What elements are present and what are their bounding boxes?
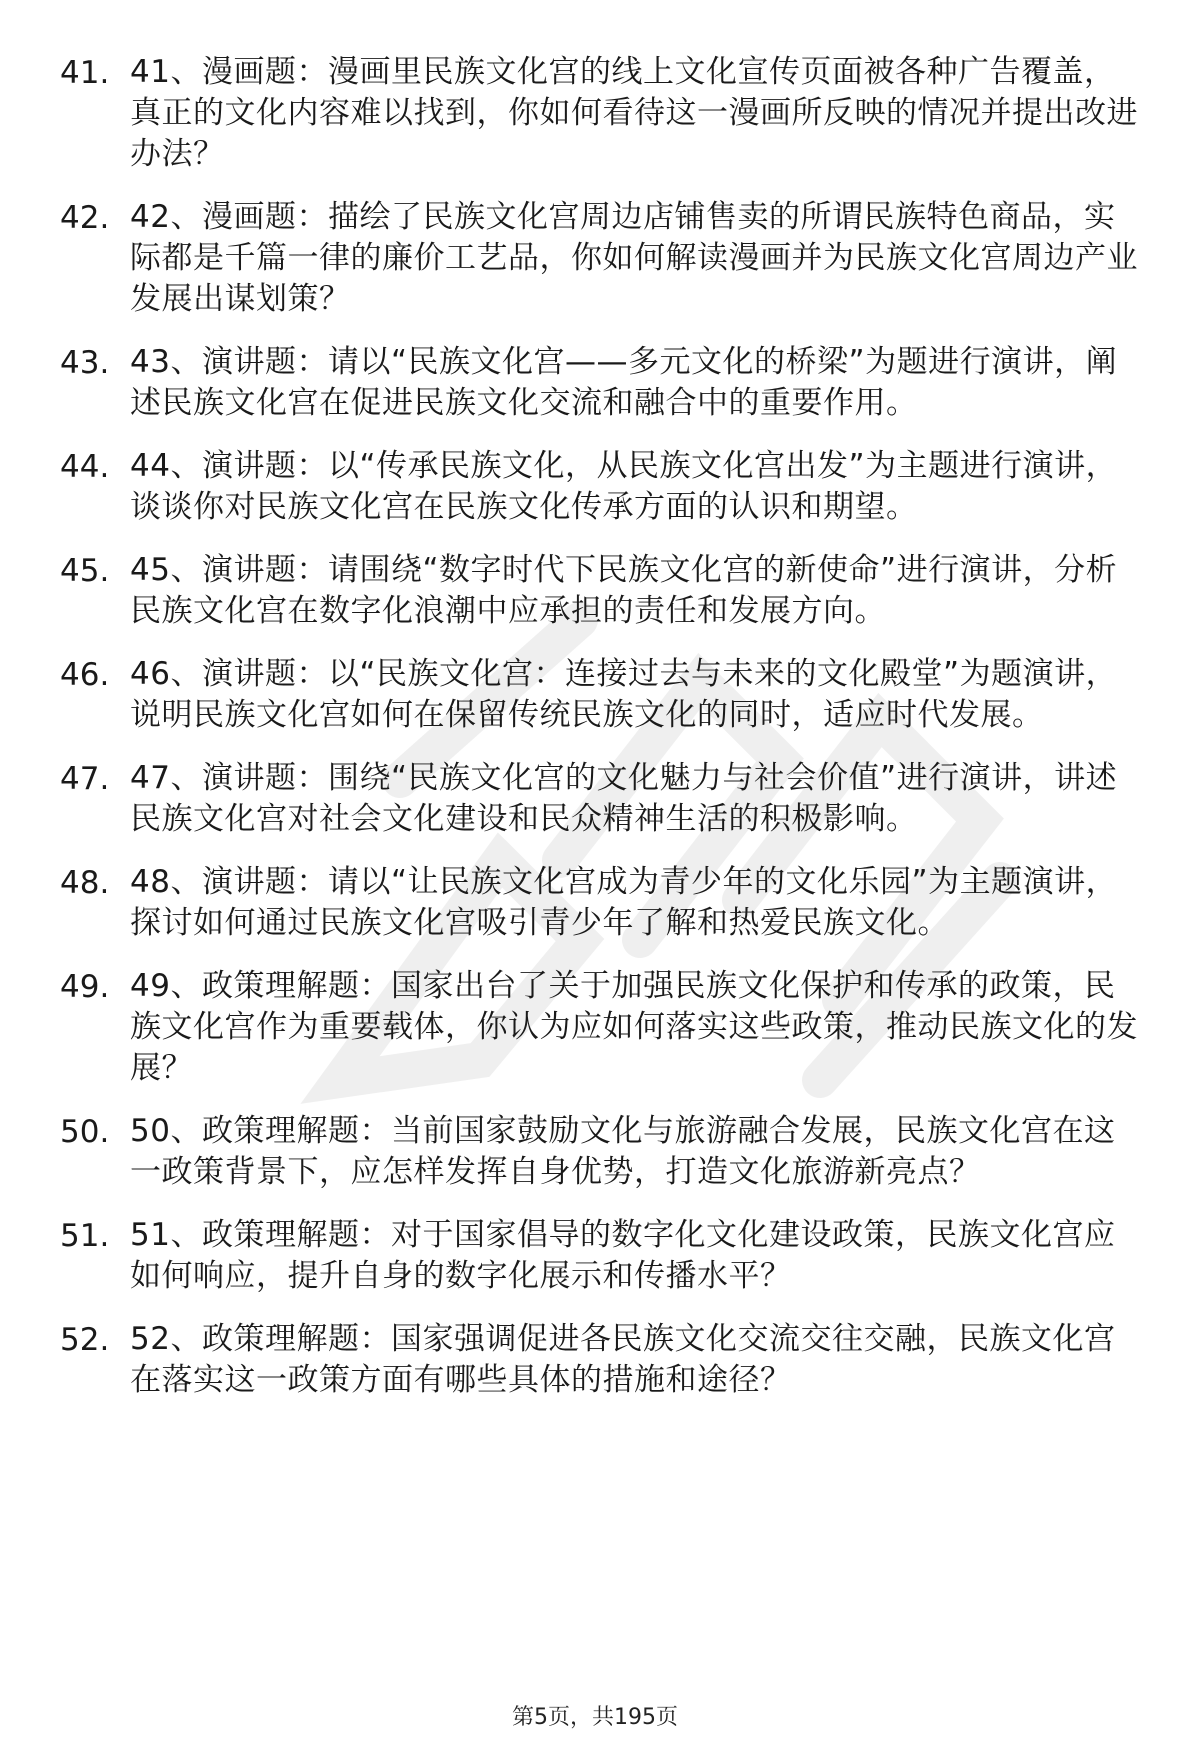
item-number: 50.	[60, 1114, 110, 1150]
item-text: 51、政策理解题：对于国家倡导的数字化文化建设政策，民族文化宫应如何响应，提升自身的数字化展示和传播水平？	[130, 1217, 1116, 1294]
list-item	[60, 197, 1140, 320]
item-number: 43.	[60, 345, 110, 381]
item-number: 51.	[60, 1218, 110, 1254]
list-item	[60, 654, 1140, 736]
item-text: 49、政策理解题：国家出台了关于加强民族文化保护和传承的政策，民族文化宫作为重要载体，你认为应如何落实这些政策，推动民族文化的发展？	[130, 968, 1138, 1086]
list-item	[60, 862, 1140, 944]
item-text: 48、演讲题：请以“让民族文化宫成为青少年的文化乐园”为主题演讲，探讨如何通过民族文化宫吸引青少年了解和热爱民族文化。	[130, 864, 1118, 941]
list-item	[60, 1215, 1140, 1297]
list-item	[60, 342, 1140, 424]
list-item	[60, 966, 1140, 1089]
item-text: 43、演讲题：请以“民族文化宫——多元文化的桥梁”为题进行演讲，阐述民族文化宫在促进民族文化交流和融合中的重要作用。	[130, 344, 1118, 421]
item-number: 42.	[60, 200, 110, 236]
item-text: 41、漫画题：漫画里民族文化宫的线上文化宣传页面被各种广告覆盖，真正的文化内容难以找到，你如何看待这一漫画所反映的情况并提出改进办法？	[130, 54, 1138, 172]
list-item	[60, 52, 1140, 175]
list-item	[60, 1319, 1140, 1401]
item-text: 42、漫画题：描绘了民族文化宫周边店铺售卖的所谓民族特色商品，实际都是千篇一律的廉价工艺品，你如何解读漫画并为民族文化宫周边产业发展出谋划策？	[130, 199, 1138, 317]
item-number: 44.	[60, 449, 110, 485]
item-number: 45.	[60, 553, 110, 589]
page-footer: 第5页，共195页	[512, 1705, 678, 1730]
item-number: 47.	[60, 761, 110, 797]
item-number: 48.	[60, 865, 110, 901]
question-list	[60, 52, 1140, 1423]
item-number: 41.	[60, 55, 110, 91]
list-item	[60, 758, 1140, 840]
item-number: 49.	[60, 969, 110, 1005]
item-text: 45、演讲题：请围绕“数字时代下民族文化宫的新使命”进行演讲，分析民族文化宫在数字化浪潮中应承担的责任和发展方向。	[130, 552, 1118, 629]
list-item	[60, 550, 1140, 632]
item-text: 44、演讲题：以“传承民族文化，从民族文化宫出发”为主题进行演讲，谈谈你对民族文化宫在民族文化传承方面的认识和期望。	[130, 448, 1118, 525]
item-text: 47、演讲题：围绕“民族文化宫的文化魅力与社会价值”进行演讲，讲述民族文化宫对社会文化建设和民众精神生活的积极影响。	[130, 760, 1118, 837]
item-text: 52、政策理解题：国家强调促进各民族文化交流交往交融，民族文化宫在落实这一政策方面有哪些具体的措施和途径？	[130, 1321, 1116, 1398]
list-item	[60, 1111, 1140, 1193]
item-number: 52.	[60, 1322, 110, 1358]
item-number: 46.	[60, 657, 110, 693]
item-text: 50、政策理解题：当前国家鼓励文化与旅游融合发展，民族文化宫在这一政策背景下，应怎样发挥自身优势，打造文化旅游新亮点？	[130, 1113, 1116, 1190]
list-item	[60, 446, 1140, 528]
item-text: 46、演讲题：以“民族文化宫：连接过去与未来的文化殿堂”为题演讲，说明民族文化宫如何在保留传统民族文化的同时，适应时代发展。	[130, 656, 1118, 733]
